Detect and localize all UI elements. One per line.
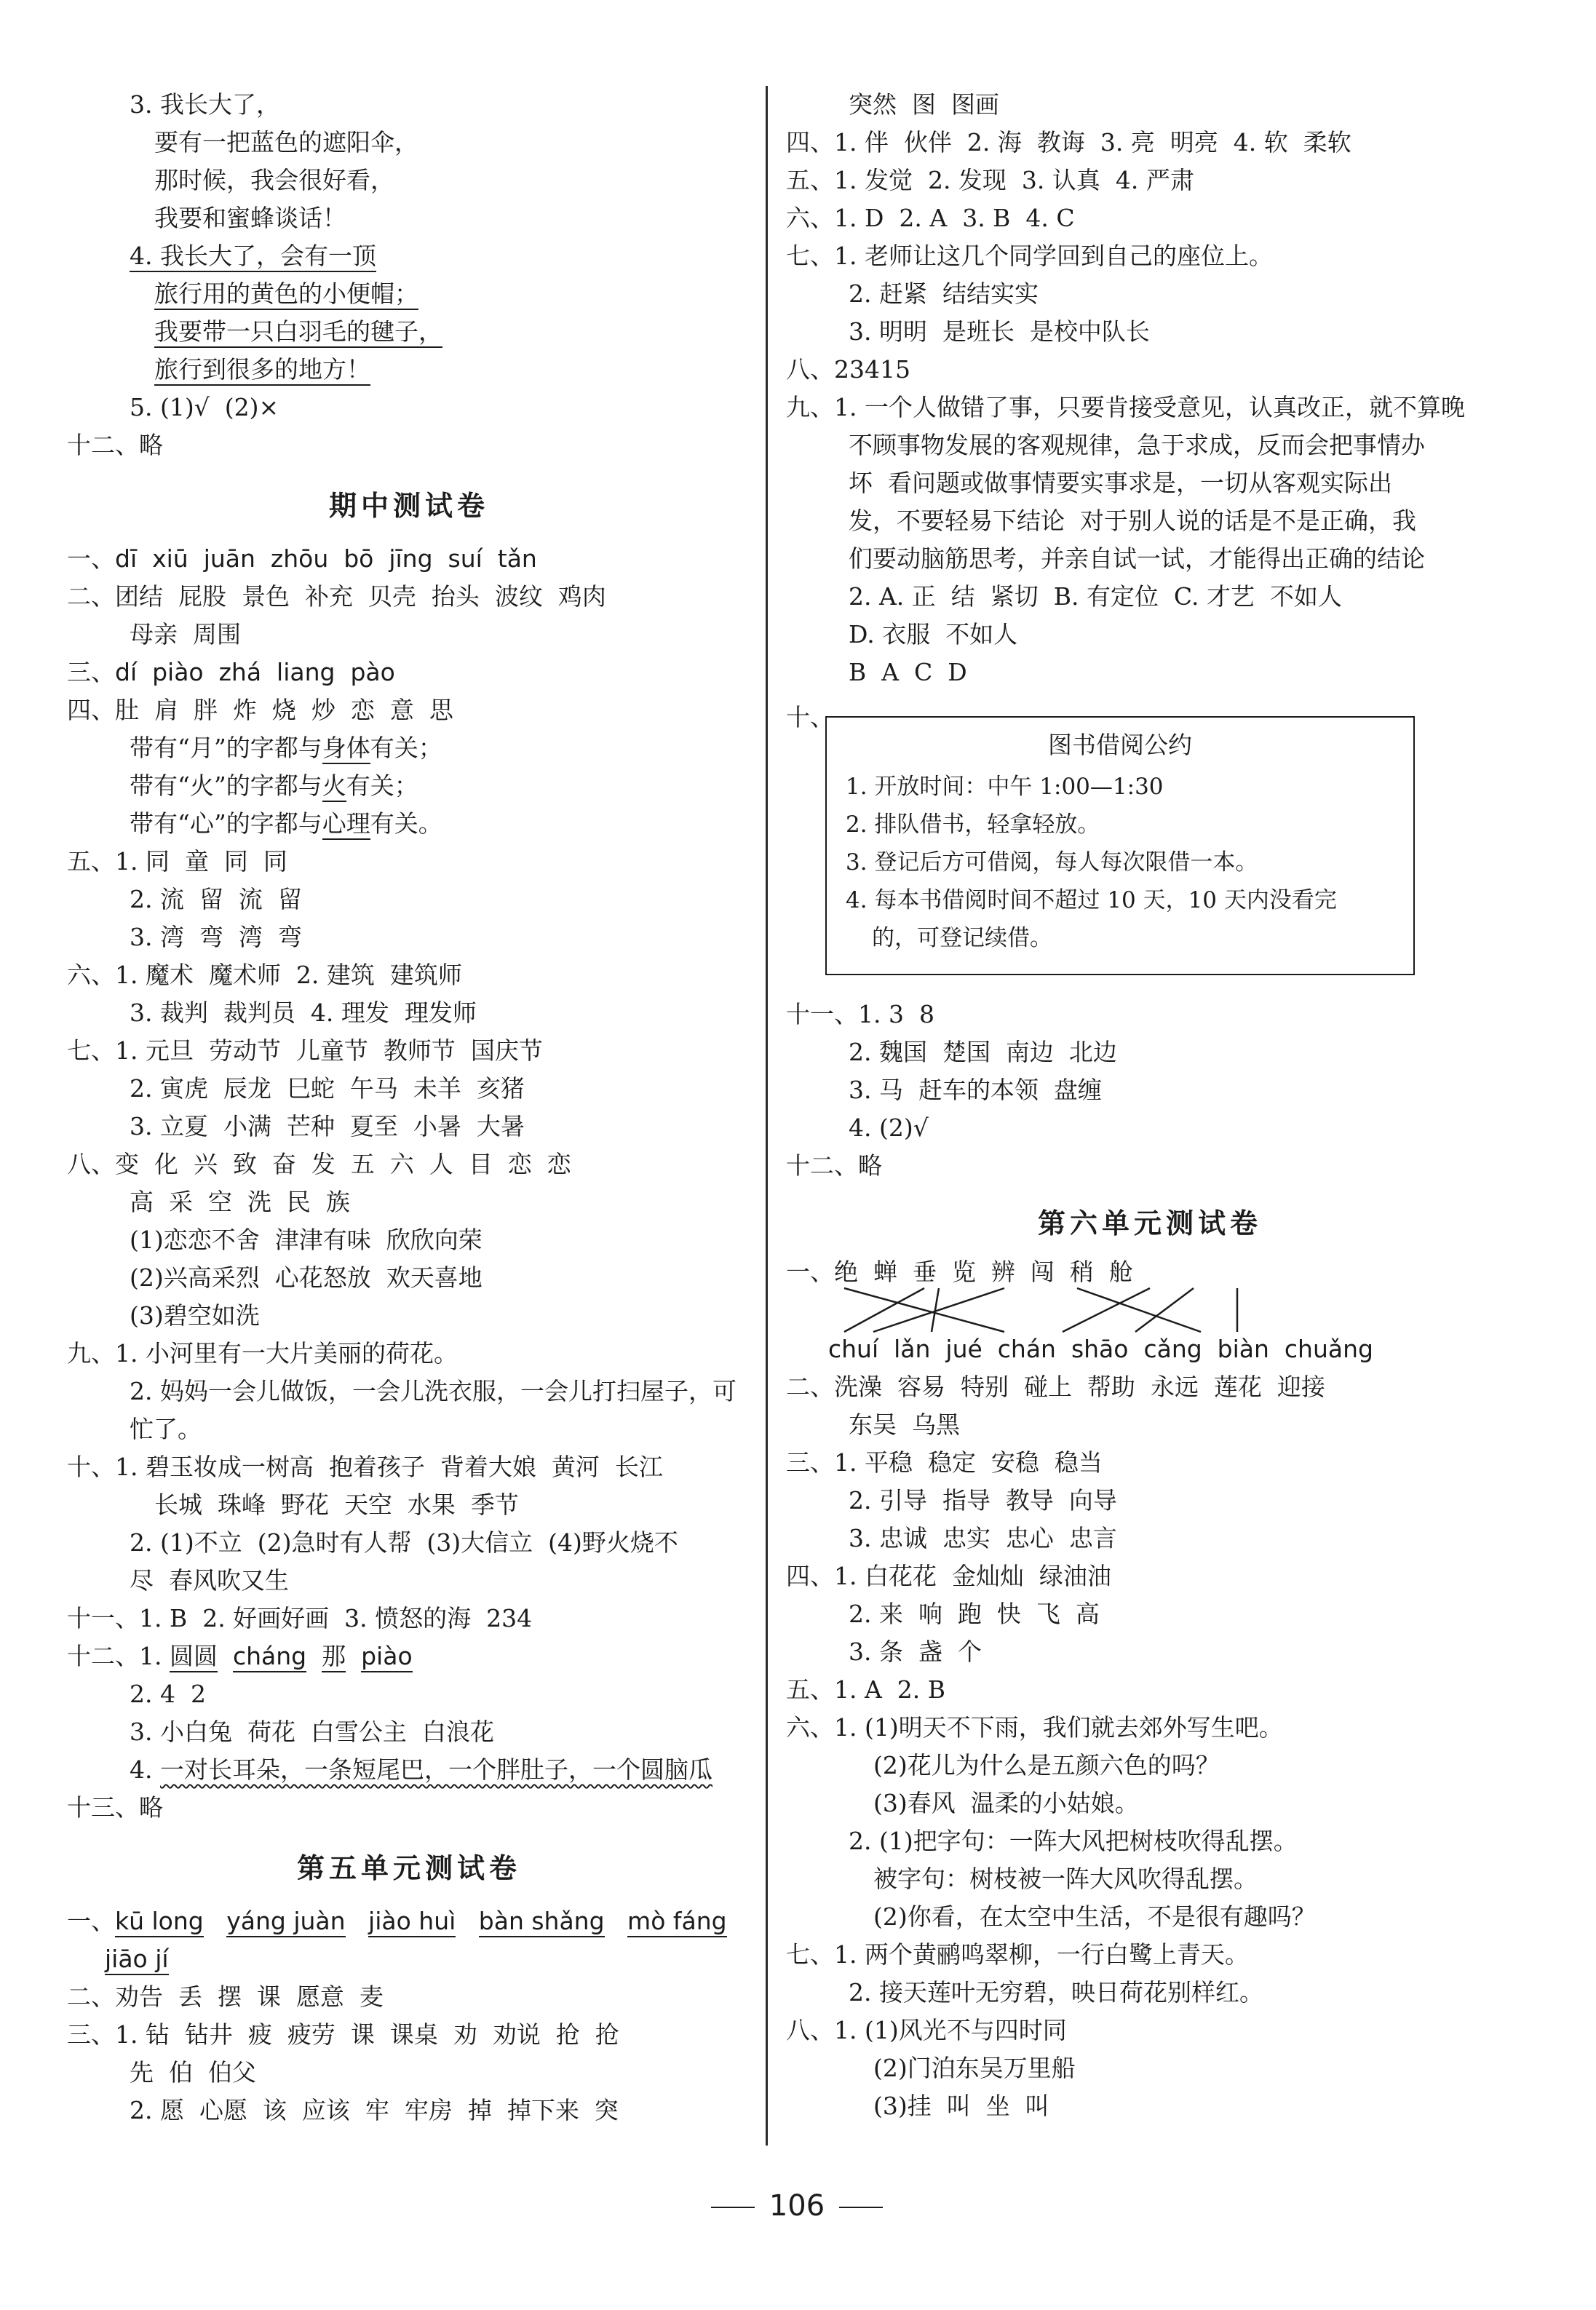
answer-line: 3. 条 盏 个 <box>849 1638 982 1666</box>
answer-line: 九、1. 小河里有一大片美丽的荷花。 <box>67 1339 458 1368</box>
answer-line: 2. 魏国 楚国 南边 北边 <box>849 1038 1117 1066</box>
answer-line: 旅行到很多的地方！ <box>154 351 370 389</box>
answer-line: 2. 接天莲叶无穷碧，映日荷花别样红。 <box>849 1978 1263 2007</box>
section-title-midterm: 期中测试卷 <box>328 490 489 522</box>
matching-lines <box>830 1287 1266 1333</box>
answer-line: 3. 我长大了， <box>130 90 280 119</box>
answer-line: 带有“火”的字都与火有关； <box>130 767 418 805</box>
answer-line: (3)春风 温柔的小姑娘。 <box>873 1789 1139 1817</box>
answer-line: 5. (1)√ (2)× <box>130 393 279 421</box>
answer-line: (2)花儿为什么是五颜六色的吗？ <box>873 1751 1220 1779</box>
answer-line: 3. 马 赶车的本领 盘缠 <box>849 1076 1102 1104</box>
answer-line: 4. 一对长耳朵，一条短尾巴，一个胖肚子，一个圆脑瓜 <box>130 1755 712 1784</box>
answer-line: 三、1. 钻 钻井 疲 疲劳 课 课桌 劝 劝说 抢 抢 <box>67 2020 619 2049</box>
answer-line: 4. (2)√ <box>849 1114 929 1142</box>
answer-line: 带有“月”的字都与身体有关； <box>130 729 442 767</box>
answer-line: 母亲 周围 <box>130 620 241 648</box>
answer-line: 十一、1. 3 8 <box>786 1000 934 1028</box>
answer-line: 2. 妈妈一会儿做饭，一会儿洗衣服，一会儿打扫屋子，可 <box>130 1377 737 1405</box>
answer-line: 2. 流 留 流 留 <box>130 885 302 913</box>
answer-line: 六、1. (1)明天不下雨，我们就去郊外写生吧。 <box>786 1713 1283 1742</box>
answer-line: 九、1. 一个人做错了事，只要肯接受意见，认真改正，就不算晚 <box>786 393 1465 421</box>
answer-line: 那时候，我会很好看， <box>154 166 394 194</box>
answer-line: 突然 图 图画 <box>849 90 999 119</box>
answer-line: 四、1. 白花花 金灿灿 绿油油 <box>786 1562 1111 1590</box>
answer-line: 一、kū long yáng juàn jiào huì bàn shǎng mò fáng <box>67 1902 727 1940</box>
answer-line: 们要动脑筋思考，并亲自试一试，才能得出正确的结论 <box>849 544 1425 573</box>
page-number-dash <box>839 2207 883 2208</box>
answer-line: 3. 小白兔 荷花 白雪公主 白浪花 <box>130 1718 494 1746</box>
answer-line: 五、1. 发觉 2. 发现 3. 认真 4. 严肃 <box>786 166 1194 194</box>
match-line <box>844 1288 924 1332</box>
answer-line: 二、洗澡 容易 特别 碰上 帮助 永远 莲花 迎接 <box>786 1373 1325 1401</box>
answer-line: 带有“心”的字都与心理有关。 <box>130 805 442 843</box>
notice-rule: 1. 开放时间：中午 1:00—1:30 <box>846 774 1164 800</box>
notice-title: 图书借阅公约 <box>1048 731 1192 759</box>
answer-line: 五、1. 同 童 同 同 <box>67 847 287 876</box>
section-title-unit6: 第六单元测试卷 <box>1037 1207 1262 1239</box>
match-line <box>873 1288 1004 1332</box>
section-title-unit5: 第五单元测试卷 <box>296 1852 521 1884</box>
answer-line: 高 采 空 洗 民 族 <box>130 1188 350 1216</box>
notice-rule: 的，可登记续借。 <box>872 925 1052 951</box>
answer-line: 尽 春风吹又生 <box>130 1566 289 1595</box>
answer-line: 七、1. 两个黄鹂鸣翠柳，一行白鹭上青天。 <box>786 1940 1249 1969</box>
answer-line: 被字句：树枝被一阵大风吹得乱摆。 <box>873 1865 1258 1893</box>
notice-rule: 2. 排队借书，轻拿轻放。 <box>846 811 1100 838</box>
answer-line: 七、1. 老师让这几个同学回到自己的座位上。 <box>786 242 1273 270</box>
answer-line: B A C D <box>849 658 967 686</box>
answer-line: 2. A. 正 结 紧切 B. 有定位 C. 才艺 不如人 <box>849 582 1342 611</box>
match-line <box>1077 1288 1201 1332</box>
answer-line: 十、 <box>786 703 834 731</box>
notice-rule: 3. 登记后方可借阅，每人每次限借一本。 <box>846 849 1258 876</box>
answer-line: chuí lǎn jué chán shāo cǎng biàn chuǎng <box>828 1335 1373 1363</box>
library-notice-box <box>825 716 1415 975</box>
answer-line: 坏 看问题或做事情要实事求是，一切从客观实际出 <box>849 469 1392 497</box>
answer-line: 3. 立夏 小满 芒种 夏至 小暑 大暑 <box>130 1112 525 1140</box>
answer-line: D. 衣服 不如人 <box>849 620 1018 648</box>
answer-line: 2. 赶紧 结结实实 <box>849 279 1039 308</box>
answer-line: 八、1. (1)风光不与四时同 <box>786 2016 1067 2044</box>
answer-line: 十、1. 碧玉妆成一树高 抱着孩子 背着大娘 黄河 长江 <box>67 1453 663 1481</box>
answer-line: 2. 4 2 <box>130 1680 206 1708</box>
answer-line: 四、1. 伴 伙伴 2. 海 教诲 3. 亮 明亮 4. 软 柔软 <box>786 128 1351 156</box>
answer-line: 十二、1. 圆圆 cháng 那 piào <box>67 1638 413 1675</box>
answer-line: 2. (1)不立 (2)急时有人帮 (3)大信立 (4)野火烧不 <box>130 1528 678 1557</box>
answer-line: 2. 寅虎 辰龙 巳蛇 午马 未羊 亥猪 <box>130 1074 525 1103</box>
answer-line: 3. 忠诚 忠实 忠心 忠言 <box>849 1524 1117 1552</box>
answer-line: 一、绝 蝉 垂 览 辨 闯 稍 舱 <box>786 1258 1133 1286</box>
answer-line: (2)兴高采烈 心花怒放 欢天喜地 <box>130 1263 483 1292</box>
answer-line: 十一、1. B 2. 好画好画 3. 愤怒的海 234 <box>67 1604 533 1632</box>
answer-line: 忙了。 <box>130 1415 202 1443</box>
answer-line: 六、1. D 2. A 3. B 4. C <box>786 204 1075 232</box>
answer-line: 2. 来 响 跑 快 飞 高 <box>849 1600 1100 1628</box>
answer-line: 旅行用的黄色的小便帽； <box>154 275 418 313</box>
answer-line: 四、肚 肩 胖 炸 烧 炒 恋 意 思 <box>67 696 453 724</box>
answer-line: 东吴 乌黑 <box>849 1410 960 1439</box>
answer-line: (2)门泊东吴万里船 <box>873 2054 1076 2082</box>
answer-line: (3)挂 叫 坐 叫 <box>873 2092 1049 2120</box>
answer-line: 我要带一只白羽毛的毽子， <box>154 313 442 351</box>
answer-line: 要有一把蓝色的遮阳伞， <box>154 128 418 156</box>
answer-line: 2. 愿 心愿 该 应该 牢 牢房 掉 掉下来 突 <box>130 2096 619 2124</box>
answer-line: 三、1. 平稳 稳定 安稳 稳当 <box>786 1448 1103 1477</box>
answer-line: 3. 裁判 裁判员 4. 理发 理发师 <box>130 999 477 1027</box>
page-number: 106 <box>640 2189 953 2223</box>
answer-line: (1)恋恋不舍 津津有味 欣欣向荣 <box>130 1226 483 1254</box>
answer-line: 十三、略 <box>67 1793 163 1822</box>
answer-line: 八、变 化 兴 致 奋 发 五 六 人 目 恋 恋 <box>67 1150 571 1178</box>
answer-line: 我要和蜜蜂谈话！ <box>154 204 346 232</box>
notice-rule: 4. 每本书借阅时间不超过 10 天，10 天内没看完 <box>846 887 1337 913</box>
answer-line: 二、劝告 丢 摆 课 愿意 麦 <box>67 1982 384 2011</box>
answer-line: (2)你看，在太空中生活，不是很有趣吗？ <box>873 1902 1316 1931</box>
answer-line: 3. 湾 弯 湾 弯 <box>130 923 302 951</box>
answer-line: 八、23415 <box>786 355 910 384</box>
answer-line: 3. 明明 是班长 是校中队长 <box>849 317 1150 346</box>
answer-line: 六、1. 魔术 魔术师 2. 建筑 建筑师 <box>67 961 462 989</box>
page-number-dash <box>711 2207 755 2208</box>
answer-line: 2. 引导 指导 教导 向导 <box>849 1486 1117 1515</box>
answer-line: 十二、略 <box>786 1151 882 1180</box>
answer-line: 2. (1)把字句：一阵大风把树枝吹得乱摆。 <box>849 1827 1298 1855</box>
answer-line: 三、dí piào zhá liang pào <box>67 658 395 686</box>
answer-line: 十二、略 <box>67 431 163 459</box>
column-divider <box>766 86 768 2146</box>
answer-line: 4. 我长大了，会有一顶 <box>130 237 376 275</box>
answer-line: 先 伯 伯父 <box>130 2058 256 2087</box>
match-line <box>844 1288 1004 1332</box>
answer-line: 一、dī xiū juān zhōu bō jīng suí tǎn <box>67 544 537 573</box>
answer-line: 二、团结 屁股 景色 补充 贝壳 抬头 波纹 鸡肉 <box>67 582 606 611</box>
answer-line: 发，不要轻易下结论 对于别人说的话是不是正确，我 <box>849 507 1416 535</box>
answer-line: 五、1. A 2. B <box>786 1675 946 1704</box>
answer-line: (3)碧空如洗 <box>130 1301 260 1330</box>
answer-line: 长城 珠峰 野花 天空 水果 季节 <box>154 1491 519 1519</box>
answer-line: 不顾事物发展的客观规律，急于求成，反而会把事情办 <box>849 431 1425 459</box>
answer-line: jiāo jí <box>105 1940 169 1978</box>
answer-line: 七、1. 元旦 劳动节 儿童节 教师节 国庆节 <box>67 1036 543 1065</box>
